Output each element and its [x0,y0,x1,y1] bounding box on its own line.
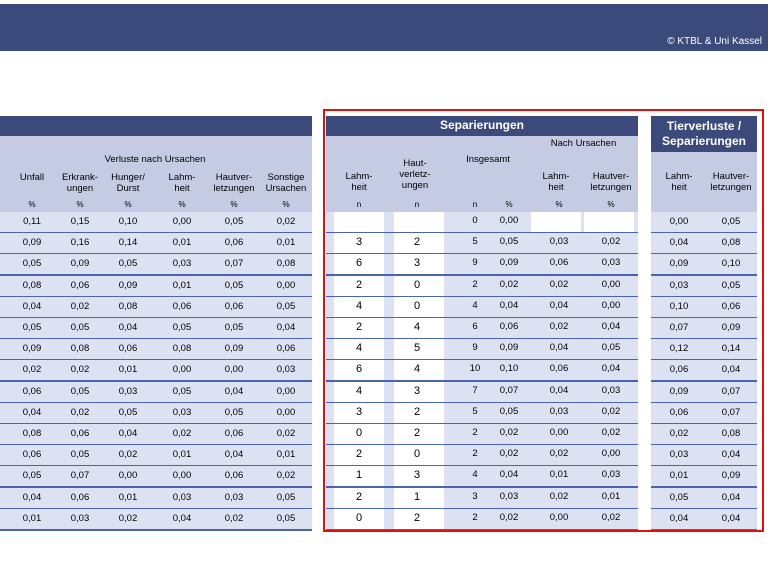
sep-cell: 1 [355,469,363,482]
losses-cell: 0,01 [172,237,192,249]
sep-col-unit: % [505,200,513,209]
sep-cell: 5 [472,405,478,417]
losses-cell: 0,14 [118,237,138,249]
losses-cell: 0,01 [172,279,192,291]
sep-cell: 0,01 [549,469,569,481]
losses-col-unit: % [28,200,36,209]
losses-cell: 0,05 [70,449,90,461]
sep-cell: 10 [469,363,481,375]
sep-cell: 4 [472,469,478,481]
tierverluste-cell: 0,06 [669,364,689,376]
losses-cell: 0,06 [224,428,244,439]
losses-cell: 0,06 [118,343,138,355]
sep-col-hautverletzungen: Haut- verletz- ungen [399,158,431,191]
sep-cell: 0,04 [549,299,569,311]
losses-col-unit: % [124,200,132,209]
table-row [0,403,312,425]
losses-cell: 0,02 [276,470,296,482]
tierverluste-cell: 0,04 [669,237,689,249]
losses-cell: 0,00 [172,470,192,482]
table-row [0,297,312,319]
losses-cell: 0,06 [70,491,90,503]
losses-cell: 0,04 [22,406,42,418]
losses-cell: 0,15 [70,216,90,227]
losses-col-unit: % [178,200,186,209]
table-row [0,382,312,404]
tierverluste-cell: 0,08 [721,428,741,439]
losses-cell: 0,04 [224,385,244,397]
sep-cell: 0,02 [499,427,519,438]
sep-cell: 2 [355,448,363,461]
losses-cell: 0,10 [118,216,138,227]
sep-cell: 0 [413,299,421,312]
sep-cell: 3 [355,236,363,249]
losses-cell: 0,05 [22,470,42,482]
tierverluste-col-header: Lahm- heit [665,171,693,193]
losses-cell: 0,05 [224,279,244,291]
sep-cell: 3 [413,469,421,482]
losses-cell: 0,02 [70,364,90,376]
sep-cell: 7 [472,384,478,396]
sep-cell: 0,06 [549,363,569,375]
losses-cell: 0,02 [276,428,296,439]
tierverluste-cell: 0,03 [669,449,689,461]
highlight-box [323,109,764,532]
tierverluste-cell: 0,00 [669,216,689,227]
losses-cell: 0,00 [172,216,192,227]
losses-cell: 0,06 [22,385,42,397]
tierverluste-cell: 0,09 [669,258,689,270]
losses-cell: 0,05 [224,216,244,227]
losses-cell: 0,03 [70,512,90,524]
sep-cell: 0,05 [499,236,519,248]
losses-cell: 0,01 [276,449,296,461]
sep-cell: 0,02 [549,490,569,502]
sep-col-unit: % [607,200,615,209]
tierverluste-cell: 0,05 [721,279,741,291]
sep-cell: 3 [355,405,363,418]
losses-cell: 0,09 [224,343,244,355]
tierverluste-cell: 0,10 [721,258,741,270]
sep-cell: 4 [355,384,363,397]
sep-cell: 0,09 [499,342,519,354]
sep-cell: 2 [355,490,363,503]
losses-cell: 0,06 [276,343,296,355]
sep-cell: 0,04 [499,469,519,481]
losses-cell: 0,11 [23,216,41,227]
losses-cell: 0,06 [22,449,42,461]
sep-cell: 0,04 [499,299,519,311]
losses-cell: 0,04 [118,322,138,333]
losses-cell: 0,05 [172,322,192,333]
sep-cell: 2 [472,448,478,460]
losses-cell: 0,01 [172,449,192,461]
sep-cell: 9 [472,342,478,354]
losses-cell: 0,09 [22,343,42,355]
tierverluste-cell: 0,06 [721,300,741,312]
table-row [0,318,312,340]
table-row [0,488,312,510]
losses-cell: 0,05 [118,406,138,418]
losses-cell: 0,03 [276,364,296,376]
sep-cell: 4 [413,321,421,333]
losses-cell: 0,03 [172,491,192,503]
losses-cell: 0,02 [70,300,90,312]
losses-cell: 0,03 [118,385,138,397]
tierverluste-cell: 0,04 [721,512,741,524]
sep-cell: 1 [413,490,421,503]
sep-cell: 0,03 [499,490,519,502]
sep-cell: 3 [472,490,478,502]
copyright-text: © KTBL & Uni Kassel [667,36,762,47]
sep-cell: 6 [472,321,478,332]
table-row [0,276,312,298]
sep-cell: 2 [413,427,421,439]
losses-cell: 0,08 [70,343,90,355]
sep-col-unit: n [472,200,478,209]
table-row [0,339,312,361]
table-row [0,445,312,467]
sep-cell: 0,00 [549,511,569,523]
losses-cell: 0,01 [22,512,42,524]
losses-cell: 0,02 [70,406,90,418]
sep-cell: 2 [413,236,421,249]
sep-cell: 9 [472,257,478,269]
tierverluste-cell: 0,04 [721,449,741,461]
sep-cell: 0 [355,511,363,524]
sep-nach-ursachen-label: Nach Ursachen [550,138,617,149]
sep-cell: 0,03 [601,384,621,396]
sep-cell: 0 [355,427,363,439]
losses-cell: 0,05 [224,322,244,333]
losses-cell: 0,00 [276,406,296,418]
sep-cell: 0,02 [549,278,569,290]
losses-cell: 0,04 [22,491,42,503]
tierverluste-cell: 0,02 [669,428,689,439]
table-row [0,233,312,255]
losses-cell: 0,05 [22,258,42,270]
tierverluste-cell: 0,05 [721,216,741,227]
losses-col-header: Lahm- heit [168,172,196,194]
sep-insgesamt-label: Insgesamt [466,154,510,165]
tierverluste-cell: 0,04 [721,364,741,376]
sep-sub-hautverletzungen: Hautver- letzungen [590,171,632,193]
sep-cell: 6 [355,257,363,270]
losses-cell: 0,04 [172,512,192,524]
losses-cell: 0,03 [172,406,192,418]
table-row [0,360,312,382]
sep-cell: 4 [355,342,363,355]
tierverluste-cell: 0,14 [721,343,741,355]
sep-cell: 0,02 [601,427,621,438]
group-label: Verluste nach Ursachen [104,154,206,165]
sep-cell: 0,02 [499,278,519,290]
losses-cell: 0,02 [224,512,244,524]
sep-cell: 0,09 [499,257,519,269]
tierverluste-cell: 0,04 [721,491,741,503]
losses-col-header: Hautver- letzungen [213,172,255,194]
losses-cell: 0,09 [22,237,42,249]
sep-cell: 2 [355,321,363,333]
losses-cell: 0,07 [70,470,90,482]
losses-cell: 0,08 [276,258,296,270]
sep-cell: 0,02 [601,511,621,523]
sep-cell: 3 [413,257,421,270]
losses-cell: 0,09 [118,279,138,291]
sep-cell: 0,04 [601,321,621,332]
losses-cell: 0,04 [276,322,296,333]
losses-cell: 0,16 [70,237,90,249]
losses-cell: 0,01 [118,491,138,503]
table-row [0,424,312,446]
sep-cell: 0,05 [601,342,621,354]
sep-cell: 0,02 [601,405,621,417]
losses-cell: 0,05 [118,258,138,270]
sep-cell: 4 [413,363,421,376]
sep-col-lahmheit: Lahm- heit [345,171,373,193]
losses-col-header: Hunger/ Durst [111,172,145,194]
sep-col-unit: n [356,200,362,209]
sep-cell: 0,06 [499,321,519,332]
sep-cell: 2 [413,511,421,524]
sep-cell: 3 [413,384,421,397]
losses-cell: 0,03 [224,491,244,503]
sep-cell: 0,03 [549,405,569,417]
sep-cell: 0,10 [499,363,519,375]
losses-cell: 0,05 [172,385,192,397]
losses-col-header: Unfall [19,172,45,183]
losses-cell: 0,05 [22,322,42,333]
losses-cell: 0,04 [224,449,244,461]
tierverluste-cell: 0,10 [669,300,689,312]
separierungen-title: Separierungen [326,116,638,136]
losses-cell: 0,08 [172,343,192,355]
tierverluste-cell: 0,09 [721,322,741,333]
sep-cell: 0,00 [499,215,519,226]
sep-cell: 0,02 [499,511,519,523]
sep-cell: 0,00 [601,448,621,460]
tierverluste-cell: 0,08 [721,237,741,249]
losses-cell: 0,05 [70,385,90,397]
losses-cell: 0,09 [70,258,90,270]
losses-cell: 0,00 [224,364,244,376]
losses-cell: 0,06 [224,300,244,312]
sep-cell: 4 [355,299,363,312]
losses-col-header: Erkrank- ungen [62,172,98,194]
sep-col-unit: % [555,200,563,209]
table-row [0,509,312,531]
sep-cell: 2 [355,278,363,291]
header-bar [0,4,768,51]
sep-cell: 0,07 [499,384,519,396]
sep-cell: 5 [413,342,421,355]
tierverluste-title: Tierverluste / Separierungen [661,119,747,148]
losses-cell: 0,05 [70,322,90,333]
tierverluste-cell: 0,09 [721,470,741,482]
losses-cell: 0,05 [276,491,296,503]
tierverluste-cell: 0,12 [669,343,689,355]
sep-cell: 0,06 [549,257,569,269]
tierverluste-cell: 0,07 [721,406,741,418]
sep-cell: 0,03 [601,469,621,481]
sep-col-unit: n [414,200,420,209]
sep-cell: 0,04 [549,384,569,396]
sep-cell: 0,04 [601,363,621,375]
tierverluste-cell: 0,07 [721,385,741,397]
losses-cell: 0,05 [224,406,244,418]
losses-cell: 0,01 [118,364,138,376]
sep-sub-lahmheit: Lahm- heit [542,171,570,193]
losses-cell: 0,00 [118,470,138,482]
losses-col-header: Sonstige Ursachen [265,172,307,194]
losses-cell: 0,06 [172,300,192,312]
table-row [0,466,312,488]
losses-cell: 0,02 [172,428,192,439]
sep-cell: 0,03 [601,257,621,269]
sep-cell: 0,00 [549,427,569,438]
sep-cell: 6 [355,363,363,376]
losses-cell: 0,06 [224,470,244,482]
tierverluste-cell: 0,03 [669,279,689,291]
losses-table-header-bar [0,116,312,136]
losses-cell: 0,00 [276,385,296,397]
sep-cell: 0,00 [601,278,621,290]
sep-cell: 2 [413,405,421,418]
losses-cell: 0,02 [276,216,296,227]
sep-cell: 2 [472,278,478,290]
tierverluste-cell: 0,05 [669,491,689,503]
sep-cell: 4 [472,299,478,311]
losses-cell: 0,08 [118,300,138,312]
losses-cell: 0,05 [276,300,296,312]
sep-cell: 0 [413,448,421,461]
losses-cell: 0,00 [276,279,296,291]
tierverluste-cell: 0,09 [669,385,689,397]
losses-cell: 0,02 [118,512,138,524]
sep-cell: 0,05 [499,405,519,417]
losses-cell: 0,08 [22,279,42,291]
losses-cell: 0,08 [22,428,42,439]
losses-cell: 0,05 [276,512,296,524]
sep-cell: 0,02 [549,448,569,460]
sep-cell: 0,03 [549,236,569,248]
tierverluste-col-header: Hautver- letzungen [710,171,752,193]
losses-cell: 0,03 [172,258,192,270]
losses-col-unit: % [230,200,238,209]
table-row [0,212,312,234]
losses-cell: 0,07 [224,258,244,270]
sep-cell: 0,02 [549,321,569,332]
sep-cell: 0,01 [601,490,621,502]
sep-cell: 0 [413,278,421,291]
tierverluste-cell: 0,01 [669,470,689,482]
losses-cell: 0,06 [224,237,244,249]
tierverluste-cell: 0,04 [669,512,689,524]
sep-cell: 0 [472,215,478,226]
losses-cell: 0,02 [22,364,42,376]
tierverluste-cell: 0,07 [669,322,689,333]
sep-cell: 0,02 [601,236,621,248]
sep-cell: 5 [472,236,478,248]
losses-cell: 0,02 [118,449,138,461]
losses-cell: 0,04 [118,428,138,439]
losses-cell: 0,06 [70,279,90,291]
losses-cell: 0,00 [172,364,192,376]
sep-cell: 2 [472,427,478,438]
tierverluste-cell: 0,06 [669,406,689,418]
losses-cell: 0,04 [22,300,42,312]
sep-cell: 0,04 [549,342,569,354]
losses-col-unit: % [76,200,84,209]
sep-cell: 0,02 [499,448,519,460]
sep-cell: 0,00 [601,299,621,311]
sep-cell: 2 [472,511,478,523]
losses-cell: 0,01 [276,237,296,249]
losses-col-unit: % [282,200,290,209]
table-row [0,254,312,276]
losses-cell: 0,06 [70,428,90,439]
